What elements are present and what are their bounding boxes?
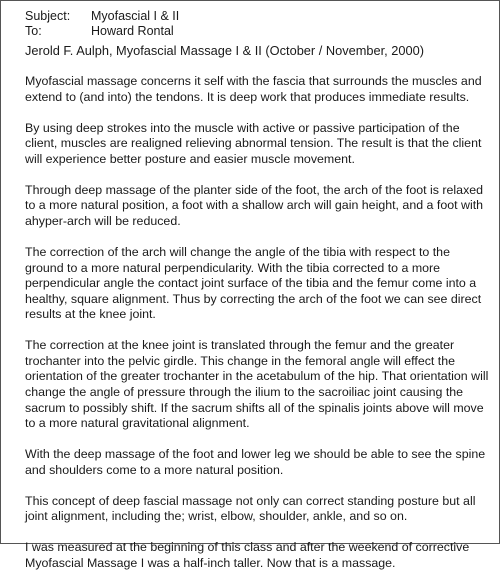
subject-value: Myofascial I & II: [91, 9, 180, 23]
subject-label: Subject:: [25, 9, 71, 23]
subject-row: [25, 9, 179, 24]
paragraph: With the deep massage of the foot and lower leg we should be able to see the spine and shoulders come to a more natural position.: [25, 447, 486, 477]
to-value: Howard Rontal: [91, 24, 174, 38]
document-body: [25, 74, 490, 587]
paragraph: This concept of deep fascial massage not only can correct standing posture but all joint alignment, including the; wrist, elbow, shoulder, ankle, and so on.: [25, 493, 476, 524]
memo-header: [25, 9, 179, 39]
to-label: To:: [25, 24, 42, 38]
paragraph: Through deep massage of the planter side of the foot, the arch of the foot is relaxed to a more natural position, a foot with a shallow arch will gain height, and a foot with ahyper-arch will be reduced.: [25, 182, 484, 228]
to-row: [25, 24, 179, 39]
byline: Jerold F. Aulph, Myofascial Massage I & II (October / November, 2000): [25, 43, 425, 58]
paragraph: I was measured at the beginning of this class and after the weekend of corrective Myofascial Massage I was a half-inch taller. Now that is a massage.: [25, 540, 470, 570]
paragraph: The correction of the arch will change the angle of the tibia with respect to the ground to a more natural perpendicularity. With the tibia corrected to a more perpendicular angle the contact joint surface of the tibia and the femur come into a healthy, square alignment. Thus by correcting the arch of the foot we can see direct results at the knee joint.: [25, 244, 482, 322]
paragraph: Myofascial massage concerns it self with the fascia that surrounds the muscles and extend to (and into) the tendons. It is deep work that produces immediate results.: [25, 74, 482, 104]
paragraph: By using deep strokes into the muscle with active or passive participation of the client, muscles are realigned relieving abnormal tension. The result is that the client will experience better posture and easier muscle movement.: [25, 120, 482, 166]
paragraph: The correction at the knee joint is translated through the femur and the greater trochanter into the pelvic girdle. This change in the femoral angle will effect the orientation of the greater trochanter in the acetabulum of the hip. That orientation will change the angle of pressure through the ilium to the sacroiliac joint causing the sacrum to possibly shift. If the sacrum shifts all of the spinalis joints above will move to a more natural gravitational alignment.: [25, 338, 489, 431]
